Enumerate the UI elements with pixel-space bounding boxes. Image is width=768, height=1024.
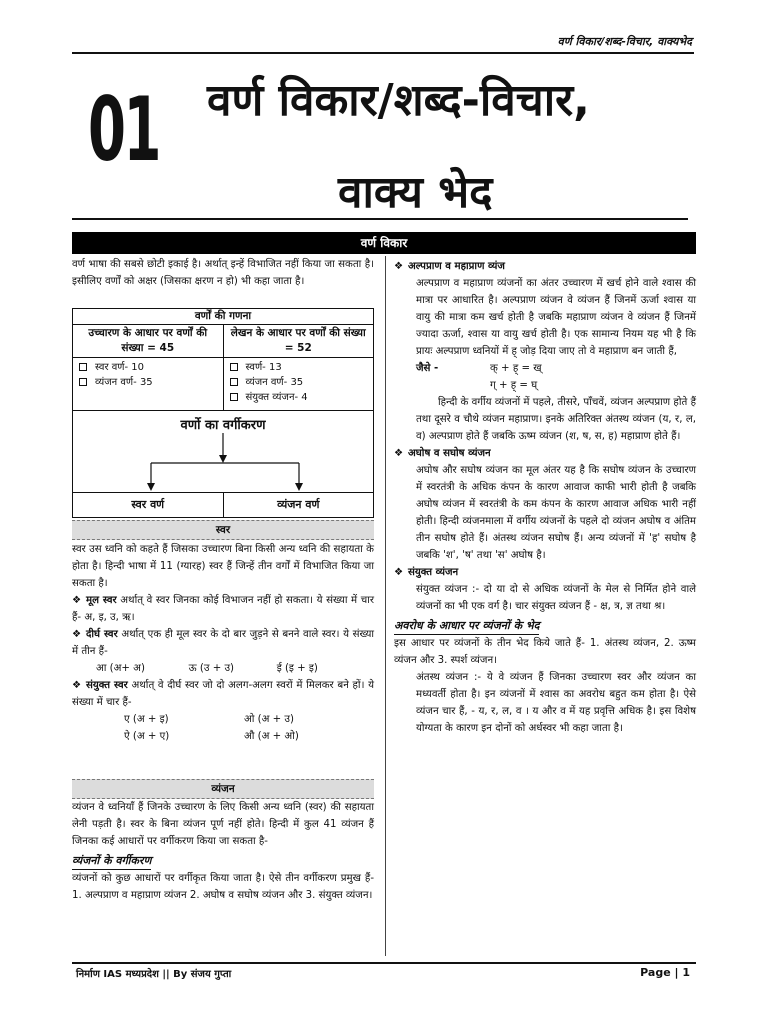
diamond-bullet-icon: ❖: [72, 629, 82, 640]
diamond-bullet-icon: ❖: [394, 567, 404, 578]
checkbox-bullet-icon: [230, 378, 238, 386]
aghosh-heading: ❖ अघोष व सघोष व्यंजन: [394, 445, 696, 462]
sanyukt-vyanjan-heading: ❖ संयुक्त व्यंजन: [394, 564, 696, 581]
col1-items: [73, 358, 223, 410]
vargikaran-heading: व्यंजनों के वर्गीकरण: [72, 852, 151, 870]
swar-section: [72, 541, 374, 745]
column-divider: [385, 256, 386, 956]
swar-paragraph: स्वर उस ध्वनि को कहते हैं जिसका उच्चारण बिना किसी अन्य ध्वनि की सहायता के होता है। हिन्दी भाषा में 11 (ग्यारह) स्वर हैं जिन्हें तीन वर्गों में विभाजित किया जा सकता है।: [72, 544, 374, 589]
example-1: जैसे - क् + ह् = ख्: [416, 363, 542, 374]
checkbox-bullet-icon: [230, 363, 238, 371]
table-foot-row: [73, 492, 373, 517]
table-header-row: [73, 325, 373, 358]
checkbox-bullet-icon: [79, 378, 87, 386]
swar-varn-cell: स्वर वर्ण: [131, 498, 165, 511]
diamond-bullet-icon: ❖: [394, 448, 404, 459]
example-2: ग् + ह् = घ्: [490, 380, 538, 391]
checkbox-bullet-icon: [230, 393, 238, 401]
sanyukt-examples-2: ऐ (अ + ए) औ (अ + ओ): [124, 731, 299, 742]
alp-paragraph: अल्पप्राण व महाप्राण व्यंजनों का अंतर उच्चारण में खर्च होने वाले श्वास की मात्रा पर आधारित है। अल्पप्राण व्यंजन वे व्यंजन हैं जिनमें ऊर्जा श्वास या वायु की मात्रा कम खर्च होती है जबकि महाप्राण व्यंजन वे व्यंजन हैं जिनमें ज्यादा ऊर्जा, श्वास या वायु खर्च होती है। एक सामान्य नियम यह भी है कि प्रायः अल्पप्राण ध्वनियों में ह् जोड़ दिया जाए तो वे महाप्राण बन जाती हैं,: [416, 278, 696, 357]
list-item: व्यंजन वर्ण- 35: [230, 375, 368, 390]
avrodh-heading: अवरोध के आधार पर व्यंजनों के भेद: [394, 617, 539, 635]
sanyukt-swar-item: ❖ संयुक्त स्वर अर्थात् वे दीर्घ स्वर जो दो अलग-अलग स्वरों में मिलकर बने हों। ये संख्या में चार हैं-: [72, 677, 374, 711]
dirgh-swar-item: ❖ दीर्घ स्वर अर्थात् एक ही मूल स्वर के दो बार जुड़ने से बनने वाले स्वर। ये संख्या में तीन हैं-: [72, 626, 374, 660]
intro-paragraph: वर्ण भाषा की सबसे छोटी इकाई है। अर्थात् इन्हें विभाजित नहीं किया जा सकता है। इसीलिए वर्णों को अक्षर (जिसका क्षरण न हो) भी कहा जाता है।: [72, 259, 374, 287]
vyanjan-section: [72, 799, 374, 904]
alp-paragraph-2: हिन्दी के वर्गीय व्यंजनों में पहले, तीसरे, पाँचवें, व्यंजन अल्पप्राण होते हैं तथा दूसरे व चौथे व्यंजन महाप्राण। इनके अतिरिक्त अंतस्थ व्यंजन (य, र, ल, व) अल्पप्राण होते हैं जबकि ऊष्म व्यंजन (श, ष, स, ह) महाप्राण होते हैं।: [416, 397, 696, 442]
sanyukt-vyanjan-paragraph: संयुक्त व्यंजन :- दो या दो से अधिक व्यंजनों के मेल से निर्मित होने वाले व्यंजनों का भी एक वर्ग है। चार संयुक्त व्यंजन हैं - क्ष, त्र, ज्ञ तथा श्र।: [416, 584, 696, 612]
vyanjan-varn-cell: व्यंजन वर्ण: [223, 493, 374, 517]
vyanjan-bar: व्यंजन: [72, 779, 374, 799]
avrodh-paragraph: इस आधार पर व्यंजनों के तीन भेद किये जाते हैं- 1. अंतस्थ व्यंजन, 2. ऊष्म व्यंजन और 3. स्पर्श व्यंजन।: [394, 638, 696, 666]
footer-rule: [72, 962, 696, 964]
col2-head: लेखन के आधार पर वर्णों की संख्या = 52: [223, 325, 374, 357]
sanyukt-examples-1: ए (अ + इ) ओ (अ + उ): [124, 714, 294, 725]
aghosh-paragraph: अघोष और सघोष व्यंजन का मूल अंतर यह है कि सघोष व्यंजन के उच्चारण में स्वरतंत्री के अधिक कंपन के कारण आवाज काफी भारी होती है जबकि अघोष व्यंजन में स्वरतंत्री के कम कंपन के कारण आवाज अधिक भारी नहीं होती। हिन्दी व्यंजनमाला में वर्गीय व्यंजनों के पहले दो व्यंजन अघोष व अंतिम तीन सघोष होते हैं। अंतस्थ व्यंजन सघोष हैं। अन्य व्यंजनों में 'ह' सघोष है जबकि 'श', 'ष' तथा 'स' अघोष है।: [416, 465, 696, 561]
tree-arrows-icon: [73, 433, 373, 495]
dirgh-examples: आ (अ+ अ) ऊ (उ + उ) ई (इ + इ): [96, 663, 318, 674]
diamond-bullet-icon: ❖: [72, 595, 82, 606]
table-head: वर्णों की गणना: [73, 309, 373, 325]
title-rule: [72, 218, 688, 220]
col1-head: उच्चारण के आधार पर वर्णों की संख्या = 45: [88, 327, 208, 354]
list-item: संयुक्त व्यंजन- 4: [230, 390, 368, 405]
chapter-title-line1: वर्ण विकार/शब्द-विचार,: [207, 75, 590, 126]
page-number: Page | 1: [640, 966, 690, 979]
table-items-row: [73, 358, 373, 411]
vyanjan-paragraph: व्यंजन वे ध्वनियाँ हैं जिनके उच्चारण के लिए किसी अन्य ध्वनि (स्वर) की सहायता लेनी पड़ती है। स्वर के बिना व्यंजन पूर्ण नहीं होते। हिन्दी में कुल 41 व्यंजन हैं जिनका कई आधारों पर वर्गीकरण किया जा सकता है-: [72, 802, 374, 847]
antasth-paragraph: अंतस्थ व्यंजन :- ये वे व्यंजन हैं जिनका उच्चारण स्वर और व्यंजन का मध्यवर्ती होता है। इन व्यंजनों में श्वास का अवरोध बहुत कम होता है। ऐसे व्यंजन चार हैं, - य, र, ल, व । य और व में यह प्रवृत्ति अधिक है। इस विशेष योग्यता के कारण इन दोनों को अर्धस्वर भी कहा जाता है।: [416, 672, 696, 734]
diamond-bullet-icon: ❖: [394, 261, 404, 272]
list-item: स्वर वर्ण- 10: [79, 360, 217, 375]
header-rule: [72, 52, 694, 54]
checkbox-bullet-icon: [79, 363, 87, 371]
chapter-number: 01: [88, 78, 159, 181]
diamond-bullet-icon: ❖: [72, 680, 82, 691]
right-column: [394, 258, 696, 737]
mool-swar-item: ❖ मूल स्वर अर्थात् वे स्वर जिनका कोई विभाजन नहीं हो सकता। ये संख्या में चार हैं- अ, इ, उ, ऋ।: [72, 592, 374, 626]
alp-heading: ❖ अल्पप्राण व महाप्राण व्यंज: [394, 258, 696, 275]
left-intro: [72, 256, 374, 290]
footer-credit: निर्माण IAS मध्यप्रदेश || By संजय गुप्ता: [76, 969, 232, 980]
varn-count-table: [72, 308, 374, 518]
chapter-title-line2: वाक्य भेद: [338, 167, 493, 218]
swar-bar: स्वर: [72, 520, 374, 540]
running-header: वर्ण विकार/शब्द-विचार, वाक्यभेद: [557, 35, 692, 48]
col2-items: [223, 358, 374, 410]
classification-label: वर्णो का वर्गीकरण: [180, 418, 266, 433]
list-item: व्यंजन वर्ण- 35: [79, 375, 217, 390]
list-item: स्वर्ण- 13: [230, 360, 368, 375]
vargikaran-paragraph: व्यंजनों को कुछ आधारों पर वर्गीकृत किया जाता है। ऐसे तीन वर्गीकरण प्रमुख हैं- 1. अल्पप्राण व महाप्राण व्यंजन 2. अघोष व सघोष व्यंजन और 3. संयुक्त व्यंजन।: [72, 873, 374, 901]
section-title-bar: वर्ण विकार: [72, 232, 696, 254]
